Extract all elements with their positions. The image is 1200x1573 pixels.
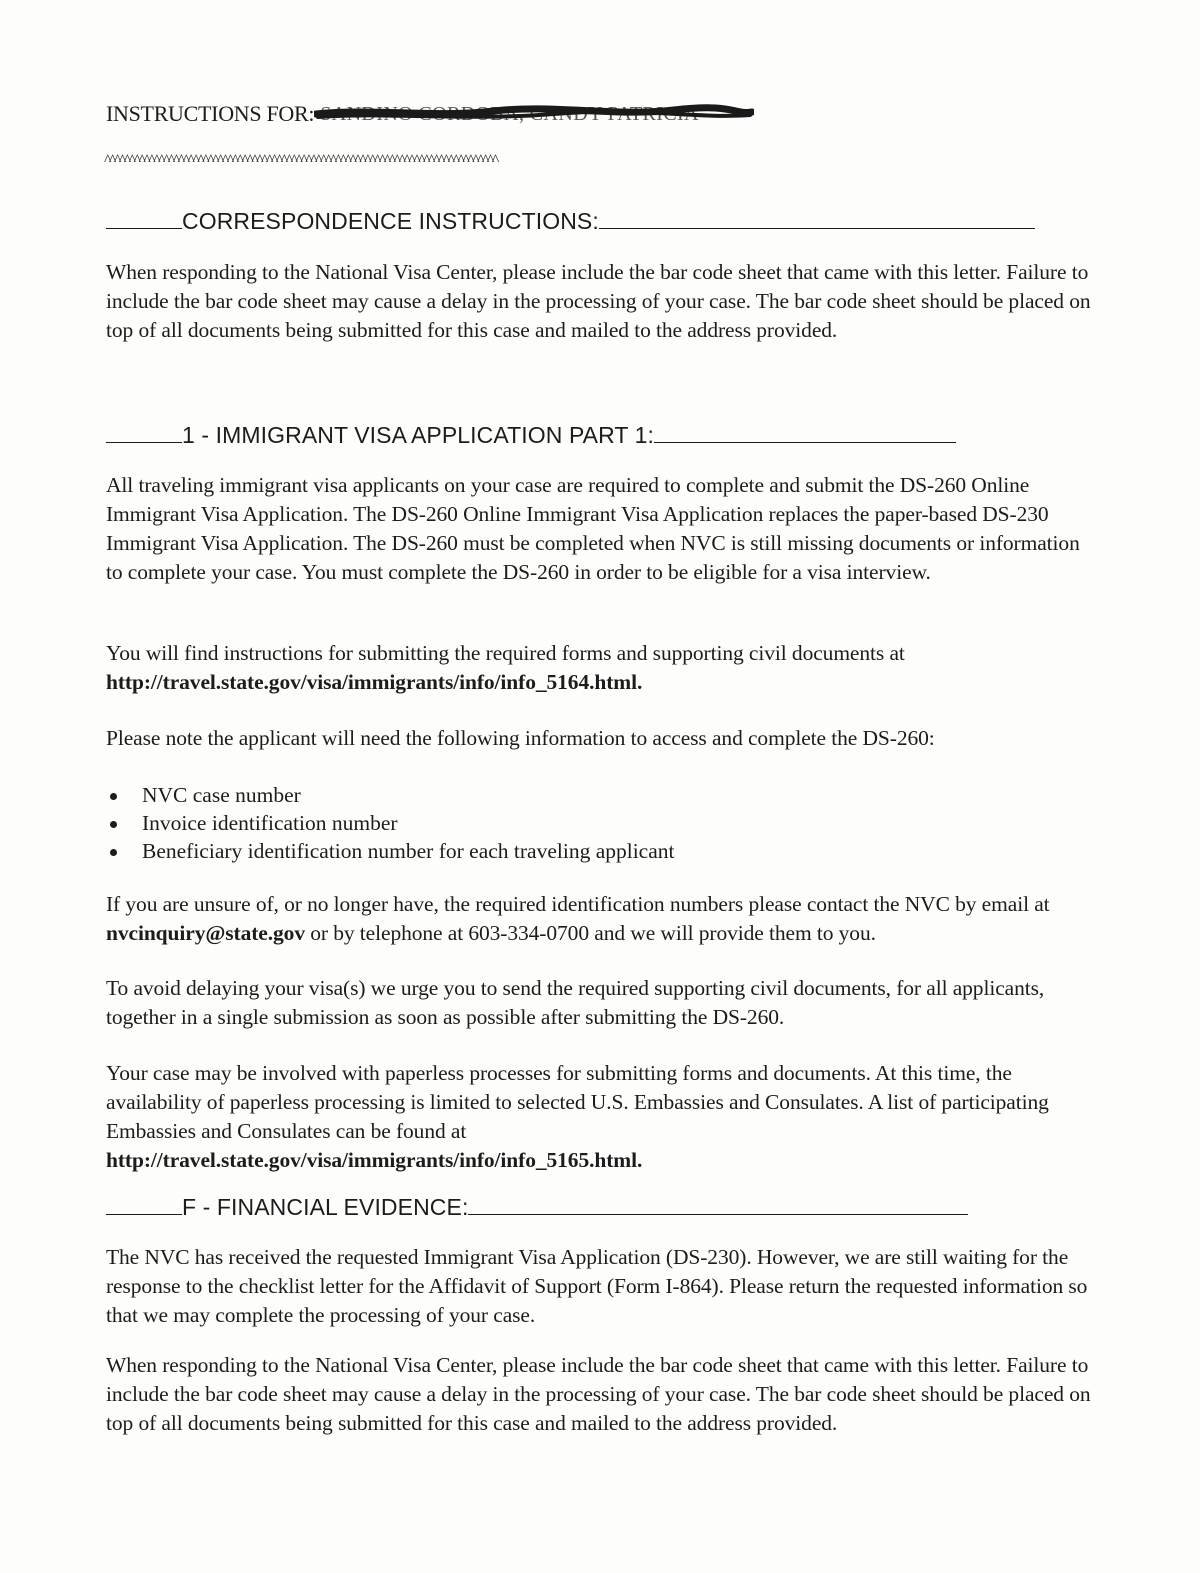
fill-line	[654, 422, 956, 443]
correspondence-body: When responding to the National Visa Center, please include the bar code sheet that came with this letter. Failure to include the bar code sheet may cause a delay in the processing of your case. The bar code sheet should be placed on top of all documents being submitted for this case and mailed to the address provided.	[106, 260, 1091, 342]
financial-paragraph-1: The NVC has received the requested Immigrant Visa Application (DS-230). However, we are still waiting for the response to the checklist letter for the Affidavit of Support (Form I-864). Please return the requested information so that we may complete the processing of your case.	[106, 1245, 1088, 1327]
fill-line	[599, 208, 1035, 229]
correspondence-heading: CORRESPONDENCE INSTRUCTIONS:	[106, 208, 1035, 235]
financial-paragraph-2: When responding to the National Visa Center, please include the bar code sheet that came with this letter. Failure to include the bar code sheet may cause a delay in the processing of your case. The bar code sheet should be placed on top of all documents being submitted for this case and mailed to the address provided.	[106, 1353, 1091, 1435]
nvc-email-link[interactable]: nvcinquiry@state.gov	[106, 921, 305, 945]
caret-separator: ^^^^^^^^^^^^^^^^^^^^^^^^^^^^^^^^^^^^^^^^^^^^^^^^^^^^^^^^^^^^^^^^^^^^^^^^^^^^^^^^	[104, 152, 497, 169]
part1-paragraph-6: Your case may be involved with paperless processes for submitting forms and documents. At this time, the availability of paperless processing is limited to selected U.S. Embassies and Consulates. A list of participating Embassies and Consulates can be found at http://travel.state.gov/visa/immigrants/info/info_5165.html.	[106, 1061, 1049, 1172]
part1-paragraph-2: You will find instructions for submitting the required forms and supporting civil documents at http://travel.state.gov/visa/immigrants/info/info_5164.html.	[106, 641, 905, 694]
check-blank	[106, 208, 182, 229]
check-blank	[106, 1194, 182, 1215]
financial-heading: F - FINANCIAL EVIDENCE:	[106, 1194, 968, 1221]
bullet-icon	[110, 849, 117, 856]
paperless-list-link[interactable]: http://travel.state.gov/visa/immigrants/info/info_5165.html.	[106, 1148, 643, 1172]
list-item: Beneficiary identification number for each traveling applicant	[106, 837, 675, 865]
part1-paragraph-3: Please note the applicant will need the following information to access and complete the DS-260:	[106, 726, 935, 750]
part1-paragraph-4: If you are unsure of, or no longer have, the required identification numbers please contact the NVC by email at nvcinquiry@state.gov or by telephone at 603-334-0700 and we will provide them to you.	[106, 892, 1050, 945]
part1-paragraph-1: All traveling immigrant visa applicants on your case are required to complete and submit the DS-260 Online Immigrant Visa Application. The DS-260 Online Immigrant Visa Application replaces the paper-based DS-230 Immigrant Visa Application. The DS-260 must be completed when NVC is still missing documents or information to complete your case. You must complete the DS-260 in order to be eligible for a visa interview.	[106, 473, 1080, 584]
redaction-scribble	[314, 102, 754, 124]
fill-line	[468, 1194, 968, 1215]
part1-heading: 1 - IMMIGRANT VISA APPLICATION PART 1:	[106, 422, 956, 449]
bullet-icon	[110, 793, 117, 800]
redacted-name	[314, 102, 754, 124]
list-item: NVC case number	[106, 781, 675, 809]
instructions-label: INSTRUCTIONS FOR:	[106, 101, 315, 126]
list-item: Invoice identification number	[106, 809, 675, 837]
ds260-instructions-link[interactable]: http://travel.state.gov/visa/immigrants/info/info_5164.html.	[106, 670, 643, 694]
instructions-for-line	[106, 101, 754, 127]
required-info-list	[106, 781, 675, 865]
part1-paragraph-5: To avoid delaying your visa(s) we urge you to send the required supporting civil documents, for all applicants, together in a single submission as soon as possible after submitting the DS-260.	[106, 976, 1045, 1029]
check-blank	[106, 422, 182, 443]
bullet-icon	[110, 821, 117, 828]
redacted-name-text: SANDINO CORDOBA, CANDY PATRICIA	[320, 103, 699, 125]
